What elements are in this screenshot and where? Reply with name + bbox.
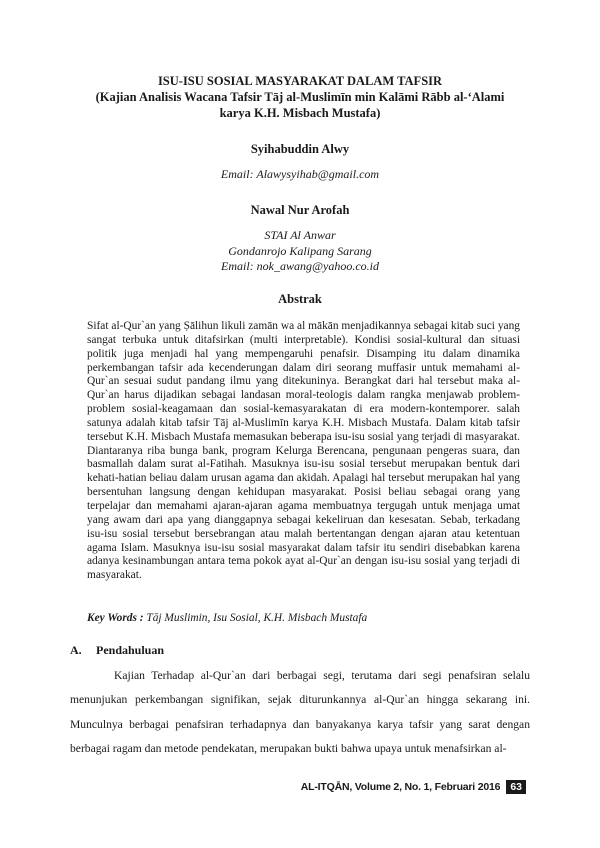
author-2-affiliation (0, 228, 600, 275)
author-1-name: Syihabuddin Alwy (250, 142, 350, 156)
body-text (70, 664, 530, 762)
section-heading (70, 643, 164, 658)
keywords-label: Key Words : (87, 612, 144, 624)
section-title: Pendahuluan (96, 643, 165, 657)
page-footer (301, 780, 526, 794)
author-1-email: Email: Alawysyihab@gmail.com (220, 167, 380, 181)
abstract-heading: Abstrak (278, 292, 322, 306)
affiliation-institution: STAI Al Anwar (264, 228, 336, 242)
journal-citation: AL-ITQĀN, Volume 2, No. 1, Februari 2016 (300, 781, 501, 793)
page-number: 63 (506, 780, 526, 794)
keywords-value: Tāj Muslimin, Isu Sosial, K.H. Misbach Mustafa (143, 612, 368, 624)
paper-title (60, 73, 540, 121)
affiliation-address: Gondanrojo Kalipang Sarang (228, 243, 372, 258)
author-2-name: Nawal Nur Arofah (250, 203, 350, 217)
abstract-body (87, 320, 520, 583)
section-number: A. (70, 643, 82, 657)
title-line-1: ISU-ISU SOSIAL MASYARAKAT DALAM TAFSIR (157, 74, 443, 88)
title-line-3: karya K.H. Misbach Mustafa) (219, 106, 381, 120)
title-line-2: (Kajian Analisis Wacana Tafsir Tāj al-Muslimīn min Kalāmi Rābb al-‘Alami (95, 90, 505, 104)
keywords (87, 611, 527, 625)
abstract-paragraph: Sifat al-Qur`an yang Ṣālihun likuli zamān wa al mākān menjadikannya sebagai kitab suci yang sangat terbuka untuk ditafsirkan (multi interpretable). Kondisi sosial-kultural dan situasi politik juga menjadi hal yang mempengaruhi penafsir. Disamping itu dalam dinamika perkembangan tafsir ada kecenderungan dalam diri seorang muffasir untuk memahami al-Qur`an sesuai sudut pandang ilmu yang ditekuninya. Berangkat dari hal tersebut maka al-Qur`an harus dijadikan sebagai landasan moral-teologis dalam rangka menjawab problem-problem sosial-keagamaan dan sosial-kemasyarakatan di era modern-kontemporer. salah satunya adalah kitab tafsir Tāj al-Muslimīn karya K.H. Misbach Mustafa. Dalam kitab tafsir tersebut K.H. Misbach Mustafa memasukan beberapa isu-isu sosial yang terjadi di masyarakat. Diantaranya riba bunga bank, program Kelurga Berencana, pengunaan pengeras suara, dan basmallah dalam surat al-Fatihah. Masuknya isu-isu sosial tersebut merupakan bentuk dari kehati-hatian beliau dalam urusan agama dan akidah. Apalagi hal tersebut merupakan hal yang bersentuhan langsung dengan kehidupan masyarakat. Posisi beliau sebagai orang yang terpelajar dan memahami ajaran-ajaran agama membuatnya tergugah untuk menjaga umat yang awam dari apa yang dianggapnya sebagai kekeliruan dan kesesatan. Sebab, terkadang isu-isu sosial tersebut bersebrangan atau malah bertentangan dengan ajaran atau ketentuan agama Islam. Masuknya isu-isu sosial masyarakat dalam tafsir itu sendiri disebabkan karena adanya kesinambungan antara tema pokok ayat al-Qur`an dengan isu-isu sosial yang terjadi di masyarakat. (87, 320, 520, 582)
author-2-email: Email: nok_awang@yahoo.co.id (220, 259, 379, 273)
body-paragraph: Kajian Terhadap al-Qur`an dari berbagai segi, terutama dari segi penafsiran selalu menunjukan perkembangan signifikan, sejak diturunkannya al-Qur`an hingga sekarang ini. Munculnya berbagai penafsiran terhadapnya dan banyakanya karya tafsir yang sarat dengan berbagai ragam dan metode pendekatan, merupakan bukti bahwa upaya untuk menafsirkan al- (70, 669, 530, 756)
